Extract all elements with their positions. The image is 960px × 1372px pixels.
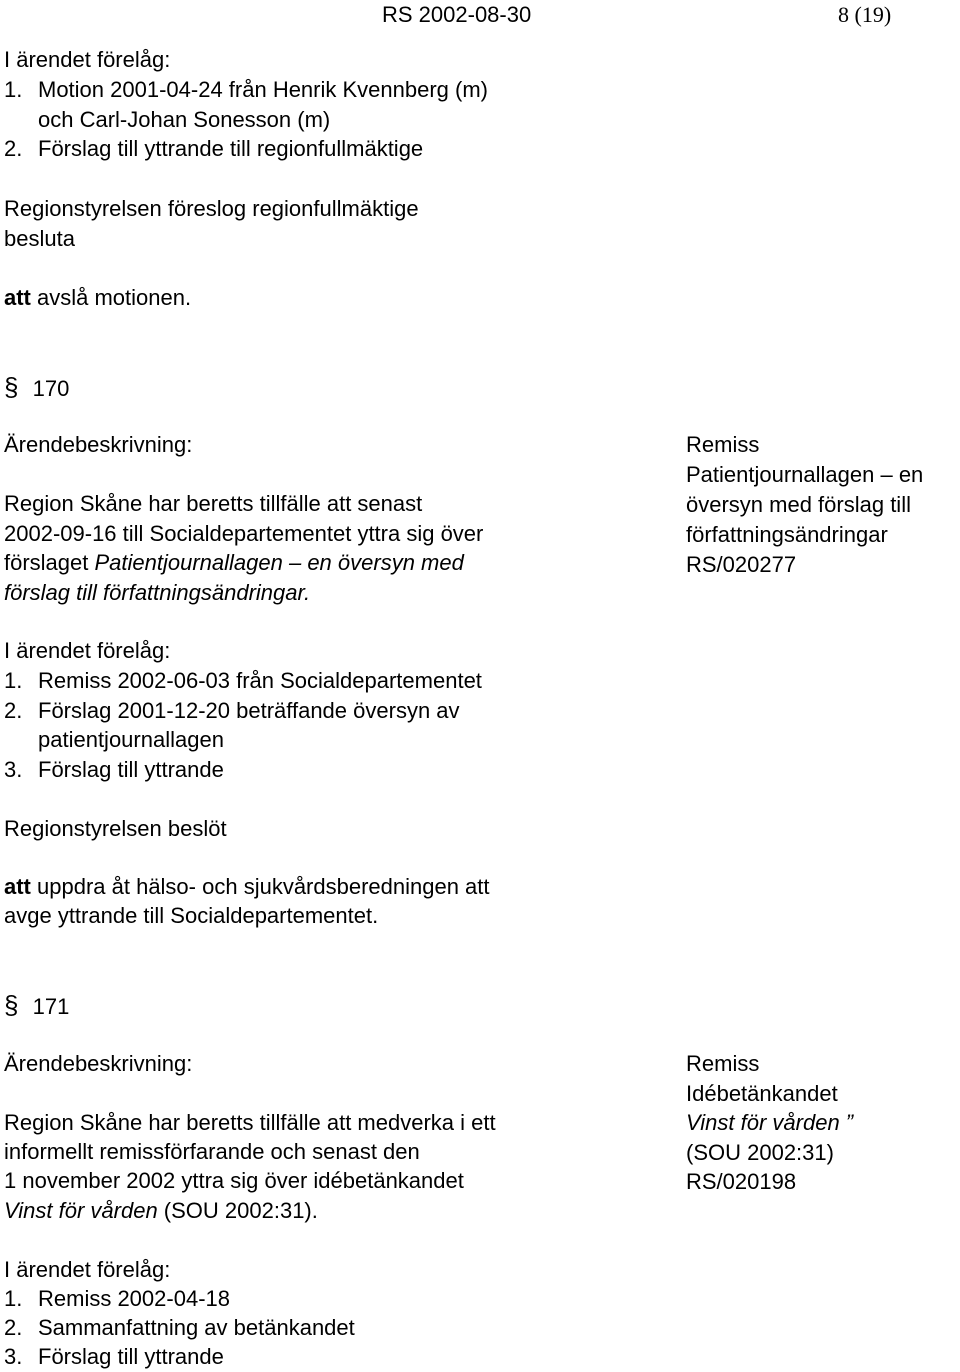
- list-item-text: Sammanfattning av betänkandet: [38, 1315, 355, 1340]
- description-heading: Ärendebeskrivning:: [4, 432, 193, 457]
- list-item-text: Remiss 2002-06-03 från Socialdepartementet: [38, 668, 482, 693]
- side-note-line: författningsändringar: [686, 522, 888, 547]
- list-item-number: 3.: [4, 757, 23, 782]
- decision-heading: Regionstyrelsen beslöt: [4, 816, 227, 841]
- page-number: 8 (19): [838, 2, 892, 27]
- side-note-reference: RS/020198: [686, 1169, 797, 1194]
- list-item: [4, 1284, 230, 1314]
- decision-heading: besluta: [4, 226, 75, 251]
- list-item-number: 2.: [4, 136, 23, 161]
- decision-body: uppdra åt hälso- och sjukvårdsberedningen att: [30, 874, 490, 899]
- side-note: [686, 1049, 853, 1197]
- decision-text: [4, 872, 490, 902]
- side-note-line: Patientjournallagen – en: [686, 462, 924, 487]
- before-label: I ärendet förelåg:: [4, 1257, 171, 1282]
- side-note: [686, 430, 923, 580]
- list-item-text: Motion 2001-04-24 från Henrik Kvennberg (m): [38, 77, 489, 102]
- list-item-number: 1.: [4, 668, 23, 693]
- att-keyword: att: [4, 285, 31, 310]
- section-symbol-icon: §: [4, 372, 19, 402]
- description-line: Region Skåne har beretts tillfälle att senast: [4, 491, 423, 516]
- list-item-text: Förslag 2001-12-20 beträffande översyn av: [38, 698, 460, 723]
- section-symbol-icon: §: [4, 990, 19, 1020]
- before-label: I ärendet förelåg:: [4, 638, 171, 663]
- side-note-title: Vinst för vården ”: [686, 1110, 854, 1135]
- description-line: informellt remissförfarande och senast den: [4, 1139, 420, 1164]
- list-item-continuation: och Carl-Johan Sonesson (m): [38, 107, 331, 132]
- side-note-line: Remiss: [686, 1051, 760, 1076]
- description-line: 2002-09-16 till Socialdepartementet yttra sig över: [4, 521, 484, 546]
- section-number: 170: [32, 376, 70, 401]
- description-text: förslaget: [4, 550, 95, 575]
- document-reference: RS 2002-08-30: [382, 2, 532, 27]
- description-line: [4, 548, 464, 578]
- description-line: [4, 1196, 318, 1226]
- decision-body: avslå motionen.: [30, 285, 192, 310]
- list-item-text: Förslag till yttrande: [38, 1344, 224, 1369]
- list-item-text: Remiss 2002-04-18: [38, 1286, 230, 1311]
- decision-text: avge yttrande till Socialdepartementet.: [4, 903, 379, 928]
- section-number: 171: [32, 994, 70, 1019]
- list-item: [4, 134, 423, 164]
- section-heading: [4, 990, 69, 1022]
- side-note-reference: RS/020277: [686, 552, 797, 577]
- description-text: (SOU 2002:31).: [157, 1198, 318, 1223]
- list-item-number: 2.: [4, 1315, 23, 1340]
- list-item-number: 2.: [4, 698, 23, 723]
- description-line: Region Skåne har beretts tillfälle att medverka i ett: [4, 1110, 496, 1135]
- list-item: [4, 1342, 224, 1372]
- side-note-line: (SOU 2002:31): [686, 1139, 834, 1165]
- side-note-line: översyn med förslag till: [686, 492, 911, 517]
- document-title: Vinst för vården: [4, 1198, 158, 1223]
- section-heading: [4, 372, 69, 404]
- list-item-text: Förslag till yttrande: [38, 757, 224, 782]
- side-note-line: Remiss: [686, 432, 760, 457]
- list-item: [4, 75, 488, 105]
- list-item-continuation: patientjournallagen: [38, 727, 224, 752]
- att-keyword: att: [4, 874, 31, 899]
- side-note-line: Idébetänkandet: [686, 1080, 838, 1106]
- list-item-number: 3.: [4, 1344, 23, 1369]
- document-title: Patientjournallagen – en översyn med: [94, 550, 464, 575]
- list-item-text: Förslag till yttrande till regionfullmäktige: [38, 136, 424, 161]
- list-item: [4, 696, 460, 726]
- document-title: förslag till författningsändringar.: [4, 580, 311, 605]
- decision-heading: Regionstyrelsen föreslog regionfullmäktige: [4, 196, 419, 221]
- list-item: [4, 755, 224, 785]
- description-line: 1 november 2002 yttra sig över idébetänkandet: [4, 1168, 464, 1193]
- list-item: [4, 666, 482, 696]
- description-heading: Ärendebeskrivning:: [4, 1051, 193, 1076]
- list-item-number: 1.: [4, 1286, 23, 1311]
- list-item: [4, 1313, 355, 1343]
- before-label: I ärendet förelåg:: [4, 47, 171, 72]
- list-item-number: 1.: [4, 77, 23, 102]
- decision-text: [4, 283, 191, 313]
